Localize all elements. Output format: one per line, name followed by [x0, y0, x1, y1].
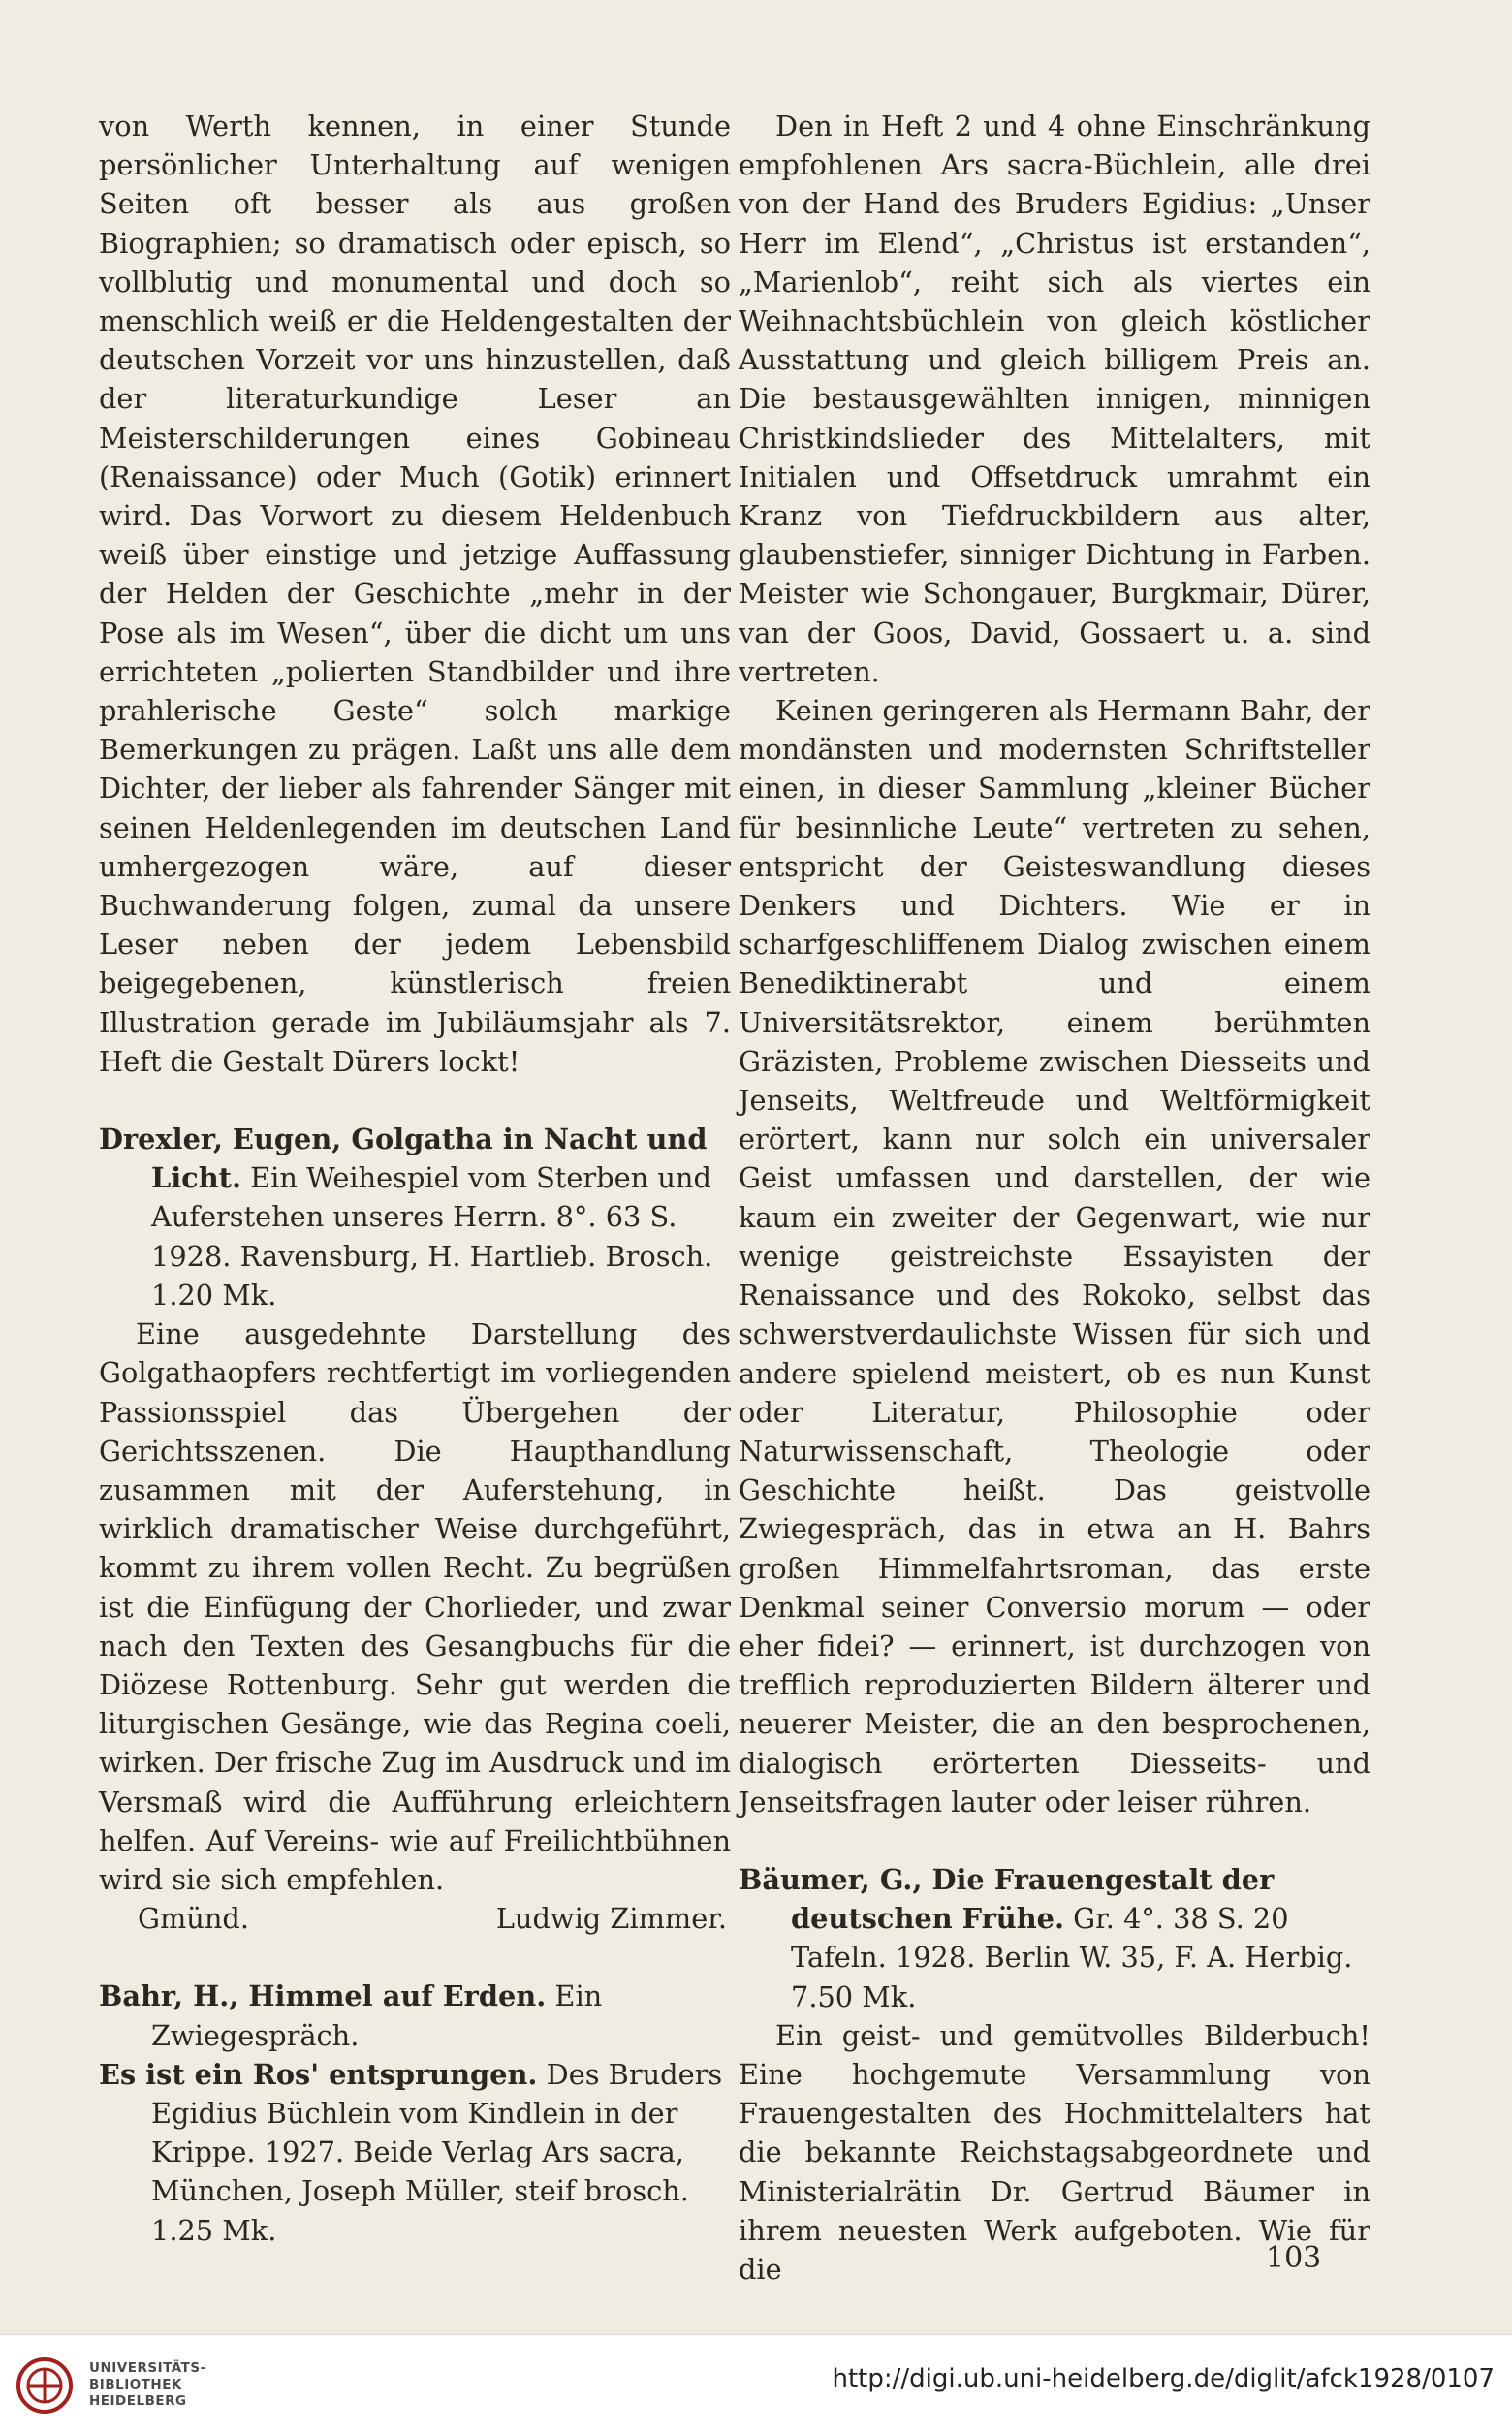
spacer	[739, 1821, 1370, 1860]
logo-line: HEIDELBERG	[89, 2393, 187, 2409]
logo-line: UNIVERSITÄTS-	[89, 2360, 206, 2376]
left-column	[99, 107, 731, 2250]
right-paragraph-3: Ein geist- und gemütvolles Bilderbuch! Eine hochgemute Versammlung von Frauengestalten des Hochmittelalters hat die bekannte Reichstagsabgeordnete und Ministerialrätin Dr. Gertrud Bäumer in ihrem neuesten Werk aufgeboten. Wie für die	[739, 2018, 1370, 2286]
digitization-footer	[0, 2334, 1512, 2436]
bibliography-entry-baeumer	[739, 1860, 1370, 2016]
left-paragraph-2: Eine ausgedehnte Darstellung des Golgathaopfers rechtfertigt im vorliegenden Passionsspiel das Übergehen der Gerichtsszenen. Die Haupthandlung zusammen mit der Auferstehung, in wirklich dramatischer Weise durchgeführt, kommt zu ihrem vollen Recht. Zu begrüßen ist die Einfügung der Chorlieder, und zwar nach den Texten des Gesangbuchs für die Diözese Rottenburg. Sehr gut werden die liturgischen Gesänge, wie das Regina coeli, wirken. Der frische Zug im Ausdruck und im Versmaß wird die Aufführung erleichtern helfen. Auf Vereins- wie auf Freilichtbühnen wird sie sich empfehlen.	[99, 1317, 731, 1896]
bibliography-entry-drexler	[99, 1120, 731, 1314]
signature-place: Gmünd.	[138, 1902, 249, 1936]
right-column	[739, 107, 1370, 2289]
bibliography-entry-bahr	[99, 1977, 731, 2054]
entry-details: Gr. 4°. 38 S. 20 Tafeln. 1928. Berlin W. 35, F. A. Herbig. 7.50 Mk.	[791, 1902, 1353, 2013]
spacer	[99, 1938, 731, 1977]
left-paragraph-1: von Werth kennen, in einer Stunde persönlicher Unterhaltung auf wenigen Seiten oft besser als aus großen Biographien; so dramatisch oder episch, so vollblutig und monumental und doch so menschlich weiß er die Heldengestalten der deutschen Vorzeit vor uns hinzustellen, daß der literaturkundige Leser an Meisterschilderungen eines Gobineau (Renaissance) oder Much (Gotik) erinnert wird. Das Vorwort zu diesem Heldenbuch weiß über einstige und jetzige Auffassung der Helden der Geschichte „mehr in der Pose als im Wesen“, über die dicht um uns errichteten „polierten Standbilder und ihre prahlerische Geste“ solch markige Bemerkungen zu prägen. Laßt uns alle dem Dichter, der lieber als fahrender Sänger mit seinen Heldenlegenden im deutschen Land umhergezogen wäre, auf dieser Buchwanderung folgen, zumal da unsere Leser neben der jedem Lebensbild beigegebenen, künstlerisch freien Illustration gerade im Jubiläumsjahr als 7. Heft die Gestalt Dürers lockt!	[99, 110, 731, 1078]
entry-author: Drexler, Eugen, Golgatha in Nacht und Licht.	[99, 1123, 708, 1195]
entry-author: Bäumer, G., Die Frauengestalt der deutschen Frühe.	[739, 1862, 1275, 1936]
university-seal-icon	[16, 2357, 74, 2415]
bibliography-entry-ros	[99, 2055, 731, 2250]
entry-details: Ein Weihespiel vom Sterben und Auferstehen unseres Herrn. 8°. 63 S. 1928. Ravensburg, H. Hartlieb. Brosch. 1.20 Mk.	[151, 1161, 713, 1312]
right-paragraph-1: Den in Heft 2 und 4 ohne Einschränkung empfohlenen Ars sacra-Büchlein, alle drei von der Hand des Bruders Egidius: „Unser Herr im Elend“, „Christus ist erstanden“, „Marienlob“, reiht sich als viertes ein Weihnachtsbüchlein von gleich köstlicher Ausstattung und gleich billigem Preis an. Die bestausgewählten innigen, minnigen Christkindslieder des Mittelalters, mit Initialen und Offsetdruck umrahmt ein Kranz von Tiefdruckbildern aus alter, glaubenstiefer, sinniger Dichtung in Farben. Meister wie Schongauer, Burgkmair, Dürer, van der Goos, David, Gossaert u. a. sind vertreten.	[739, 110, 1370, 688]
right-paragraph-2: Keinen geringeren als Hermann Bahr, der mondänsten und modernsten Schriftsteller einen, in dieser Sammlung „kleiner Bücher für besinnliche Leute“ vertreten zu sehen, entspricht der Geisteswandlung dieses Denkers und Dichters. Wie er in scharfgeschliffenem Dialog zwischen einem Benediktinerabt und einem Universitätsrektor, einem berühmten Gräzisten, Probleme zwischen Diesseits und Jenseits, Weltfreude und Weltförmigkeit erörtert, kann nur solch ein universaler Geist umfassen und darstellen, der wie kaum ein zweiter der Gegenwart, wie nur wenige geistreichste Essayisten der Renaissance und des Rokoko, selbst das schwerstverdaulichste Wissen für sich und andere spielend meistert, ob es nun Kunst oder Literatur, Philosophie oder Naturwissenschaft, Theologie oder Geschichte heißt. Das geistvolle Zwiegespräch, das in etwa an H. Bahrs großen Himmelfahrtsroman, das erste Denkmal seiner Conversio morum — oder eher fidei? — erinnert, ist durchzogen von trefflich reproduzierten Bildern älterer und neuerer Meister, die an den besprochenen, dialogisch erörterten Diesseits- und Jenseitsfragen lauter oder leiser rühren.	[739, 694, 1370, 1819]
entry-author: Es ist ein Ros' entsprungen.	[99, 2057, 538, 2091]
logo-line: BIBLIOTHEK	[89, 2377, 182, 2392]
entry-details: Ein Zwiegespräch.	[151, 1979, 603, 2052]
entry-details: Des Bruders Egidius Büchlein vom Kindlein in der Krippe. 1927. Beide Verlag Ars sacra, München, Joseph Müller, steif brosch. 1.25 Mk.	[151, 2057, 723, 2247]
page-number: 103	[1266, 2241, 1322, 2275]
entry-author: Bahr, H., Himmel auf Erden.	[99, 1979, 547, 2013]
spacer	[99, 1081, 731, 1120]
signature-name: Ludwig Zimmer.	[495, 1902, 727, 1936]
review-signature	[99, 1899, 731, 1938]
source-url-link[interactable]: http://digi.ub.uni-heidelberg.de/diglit/afck1928/0107	[832, 2364, 1495, 2393]
library-logo-text	[89, 2360, 206, 2410]
